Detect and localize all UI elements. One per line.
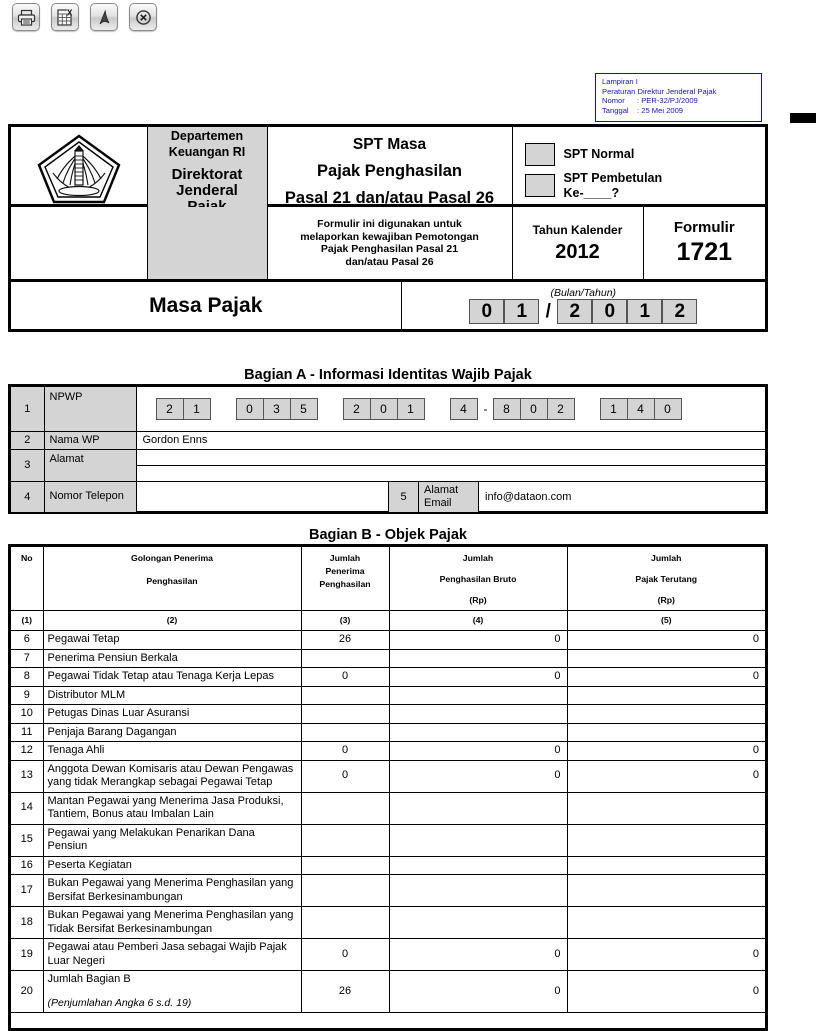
row-pajak-terutang[interactable]: 0	[567, 631, 765, 650]
form-title-cell	[267, 127, 512, 216]
row-jumlah-penerima[interactable]	[301, 723, 389, 742]
masa-tahun-digit-4[interactable]: 2	[662, 299, 697, 324]
masa-pajak-value-cell	[401, 282, 765, 329]
row-golongan: Distributor MLM	[43, 686, 301, 705]
masa-bulan-digit-1[interactable]: 0	[469, 299, 504, 324]
djp-logo-icon	[35, 133, 123, 205]
col-header-pajak-l3: (Rp)	[657, 595, 675, 605]
col-header-golongan-l2: Penghasilan	[146, 576, 198, 586]
npwp-digit[interactable]: 0	[236, 398, 264, 420]
spt-pembetulan-label: SPT Pembetulan	[563, 170, 663, 185]
row-no: 15	[11, 824, 43, 856]
row-pajak-terutang[interactable]: 0	[567, 939, 765, 971]
npwp-digit[interactable]: 2	[343, 398, 371, 420]
page-marker	[790, 113, 816, 123]
spt-type-cell	[512, 127, 765, 216]
form-title-line2: Pajak Penghasilan	[317, 162, 462, 181]
row-jumlah-penerima[interactable]	[301, 875, 389, 907]
row-pajak-terutang[interactable]: 0	[567, 971, 765, 1013]
masa-tahun-digit-1[interactable]: 2	[557, 299, 592, 324]
masa-separator: /	[545, 300, 551, 322]
table-row	[11, 824, 765, 856]
formulir-cell	[643, 207, 765, 279]
row-pajak-terutang[interactable]: 0	[567, 742, 765, 761]
row-golongan: Pegawai Tidak Tetap atau Tenaga Kerja Lepas	[43, 668, 301, 687]
excel-export-button[interactable]	[51, 3, 79, 31]
col-header-bruto-l2: Penghasilan Bruto	[439, 574, 517, 584]
bagian-a-title: Bagian A - Informasi Identitas Wajib Pajak	[244, 367, 532, 383]
row-pajak-terutang[interactable]	[567, 686, 765, 705]
row-golongan: Petugas Dinas Luar Asuransi	[43, 705, 301, 724]
col-num-4: (4)	[389, 611, 567, 631]
row-golongan-sub: (Penjumlahan Angka 6 s.d. 19)	[47, 996, 192, 1009]
row-pajak-terutang[interactable]	[567, 792, 765, 824]
row-penghasilan-bruto[interactable]: 0	[389, 939, 567, 971]
row-no: 19	[11, 939, 43, 971]
form-header-top	[8, 124, 768, 207]
row-penghasilan-bruto[interactable]: 0	[389, 668, 567, 687]
row-penghasilan-bruto[interactable]	[389, 686, 567, 705]
row-pajak-terutang[interactable]	[567, 856, 765, 875]
djp-logo-cell	[11, 127, 147, 216]
table-row	[11, 907, 765, 939]
note-line3: Pajak Penghasilan Pasal 21	[320, 243, 459, 255]
table-row	[11, 792, 765, 824]
col-num-3: (3)	[301, 611, 389, 631]
npwp-digit[interactable]: 5	[290, 398, 318, 420]
form-title-line1: SPT Masa	[352, 136, 427, 154]
department-cell	[147, 127, 267, 216]
row-no: 8	[11, 668, 43, 687]
masa-pajak-block	[8, 282, 768, 332]
row-penghasilan-bruto[interactable]	[389, 705, 567, 724]
row-pajak-terutang[interactable]: 0	[567, 668, 765, 687]
department-line4: Jenderal	[176, 182, 238, 199]
row-penghasilan-bruto[interactable]	[389, 792, 567, 824]
lampiran-line1: Lampiran I	[602, 77, 638, 86]
row-no: 7	[11, 649, 43, 668]
row-email-label: Alamat Email	[419, 482, 479, 512]
row-jumlah-penerima[interactable]	[301, 907, 389, 939]
note-line4: dan/atau Pasal 26	[345, 255, 434, 268]
npwp-group-1[interactable]	[157, 398, 211, 420]
bagian-b-header	[11, 547, 765, 631]
lampiran-tanggal-label: Tanggal	[602, 105, 629, 115]
col-header-bruto-l3: (Rp)	[469, 595, 487, 605]
form-header-bottom	[8, 207, 768, 282]
row-golongan: Pegawai Tetap	[43, 631, 301, 650]
npwp-digit[interactable]: 0	[654, 398, 682, 420]
row-no: 16	[11, 856, 43, 875]
table-row	[11, 760, 765, 792]
npwp-digit[interactable]: 1	[183, 398, 211, 420]
npwp-group-3[interactable]	[344, 398, 425, 420]
npwp-value-cell[interactable]	[136, 387, 765, 431]
row-jumlah-penerima[interactable]	[301, 792, 389, 824]
close-button[interactable]	[129, 3, 157, 31]
tahun-kalender-cell	[512, 207, 643, 279]
npwp-digit[interactable]: 0	[370, 398, 398, 420]
table-row	[11, 875, 765, 907]
row-no: 14	[11, 792, 43, 824]
row-nama-no: 2	[11, 431, 44, 449]
alamat-value-line1[interactable]	[136, 449, 765, 465]
row-jumlah-penerima[interactable]	[301, 705, 389, 724]
col-header-jml-l1: Jumlah	[329, 553, 361, 563]
row-jumlah-penerima[interactable]: 0	[301, 742, 389, 761]
npwp-digit[interactable]: 4	[627, 398, 655, 420]
form-usage-note	[267, 207, 512, 279]
svg-text:X: X	[66, 8, 72, 18]
row-golongan: Penjaja Barang Dagangan	[43, 723, 301, 742]
email-value[interactable]: info@dataon.com	[485, 490, 572, 503]
row-no: 12	[11, 742, 43, 761]
tahun-kalender-value: 2012	[555, 240, 600, 263]
col-header-golongan	[43, 547, 301, 611]
toolbar	[12, 3, 157, 31]
table-row	[11, 971, 765, 1013]
col-header-jumlah-penerima	[301, 547, 389, 611]
bagian-b-table	[8, 544, 768, 1031]
row-no: 10	[11, 705, 43, 724]
col-num-1: (1)	[11, 611, 43, 631]
row-alamat-label: Alamat	[44, 449, 136, 481]
bulan-tahun-note: (Bulan/Tahun)	[550, 287, 617, 299]
row-no: 17	[11, 875, 43, 907]
npwp-group-6[interactable]	[601, 398, 682, 420]
note-line2: melaporkan kewajiban Pemotongan	[300, 230, 479, 243]
bagian-b-rows	[11, 631, 765, 1013]
col-header-jml-l2: Penerima	[325, 566, 365, 576]
row-golongan: Bukan Pegawai yang Menerima Penghasilan yang Bersifat Berkesinambungan	[43, 875, 301, 907]
row-jumlah-penerima[interactable]	[301, 824, 389, 856]
col-header-golongan-l1: Golongan Penerima	[130, 553, 214, 563]
bagian-b-title: Bagian B - Objek Pajak	[309, 527, 467, 543]
row-no: 20	[11, 971, 43, 1013]
print-button[interactable]	[12, 3, 40, 31]
spt-pembetulan-row[interactable]	[525, 171, 766, 201]
spt-normal-label: SPT Normal	[563, 146, 635, 161]
col-header-bruto	[389, 547, 567, 611]
row-no: 18	[11, 907, 43, 939]
row-penghasilan-bruto[interactable]: 0	[389, 971, 567, 1013]
masa-pajak-digits[interactable]	[403, 299, 765, 324]
row-golongan: Penerima Pensiun Berkala	[43, 649, 301, 668]
row-pajak-terutang[interactable]	[567, 649, 765, 668]
table-row	[11, 723, 765, 742]
col-header-pajak-l2: Pajak Terutang	[635, 574, 698, 584]
npwp-group-4[interactable]	[451, 398, 478, 420]
lampiran-line2: Peraturan Direktur Jenderal Pajak	[602, 86, 717, 96]
telepon-value[interactable]	[137, 482, 389, 512]
column-number-row	[11, 611, 765, 631]
col-num-5: (5)	[567, 611, 765, 631]
alamat-value-line2[interactable]	[136, 465, 765, 481]
row-pajak-terutang[interactable]	[567, 907, 765, 939]
row-no: 9	[11, 686, 43, 705]
npwp-digit[interactable]: 1	[397, 398, 425, 420]
department-line2: Keuangan RI	[168, 145, 246, 159]
col-num-2: (2)	[43, 611, 301, 631]
masa-tahun-digit-3[interactable]: 1	[627, 299, 662, 324]
masa-tahun-digit-2[interactable]: 0	[592, 299, 627, 324]
telepon-email-cell	[136, 481, 765, 512]
col-header-pajak-l1: Jumlah	[651, 553, 682, 563]
row-golongan: Bukan Pegawai yang Menerima Penghasilan yang Tidak Bersifat Berkesinambungan	[43, 907, 301, 939]
table-row	[11, 686, 765, 705]
row-no: 13	[11, 760, 43, 792]
row-pajak-terutang[interactable]	[567, 723, 765, 742]
row-penghasilan-bruto[interactable]: 0	[389, 631, 567, 650]
row-jumlah-penerima[interactable]: 26	[301, 971, 389, 1013]
row-golongan: Tenaga Ahli	[43, 742, 301, 761]
formulir-label: Formulir	[673, 219, 735, 236]
row-no: 11	[11, 723, 43, 742]
row-penghasilan-bruto[interactable]	[389, 824, 567, 856]
masa-pajak-label: Masa Pajak	[11, 282, 401, 329]
table-row	[11, 631, 765, 650]
nama-wp-value[interactable]: Gordon Enns	[136, 431, 765, 449]
row-golongan: Pegawai yang Melakukan Penarikan Dana Pensiun	[43, 824, 301, 856]
row-golongan: Mantan Pegawai yang Menerima Jasa Produksi, Tantiem, Bonus atau Imbalan Lain	[43, 792, 301, 824]
col-header-bruto-l1: Jumlah	[462, 553, 494, 563]
npwp-digit[interactable]: 4	[450, 398, 478, 420]
lampiran-nomor-value: : PER-32/PJ/2009	[637, 96, 698, 106]
row-golongan: Pegawai atau Pemberi Jasa sebagai Wajib Pajak Luar Negeri	[43, 939, 301, 971]
npwp-digit[interactable]: 2	[156, 398, 184, 420]
col-header-no: No	[11, 547, 43, 611]
row-npwp-no: 1	[11, 387, 44, 431]
spt-normal-checkbox[interactable]	[525, 143, 555, 166]
row-jumlah-penerima[interactable]	[301, 649, 389, 668]
row-telepon-label: Nomor Telepon	[44, 481, 136, 512]
row-golongan: Jumlah Bagian B (Penjumlahan Angka 6 s.d. 19)	[43, 971, 301, 1013]
row-email-no: 5	[389, 482, 419, 512]
formulir-value: 1721	[676, 238, 733, 266]
spt-pembetulan-ke: Ke-____?	[563, 185, 620, 200]
masa-bulan-digit-2[interactable]: 1	[504, 299, 539, 324]
row-jumlah-penerima[interactable]: 0	[301, 760, 389, 792]
table-row	[11, 705, 765, 724]
row-jumlah-penerima[interactable]	[301, 686, 389, 705]
npwp-digit[interactable]: 0	[520, 398, 548, 420]
table-row	[11, 856, 765, 875]
lampiran-tanggal-value: : 25 Mei 2009	[637, 105, 684, 115]
row-penghasilan-bruto[interactable]	[389, 875, 567, 907]
pdf-export-button[interactable]	[90, 3, 118, 31]
npwp-group-5[interactable]	[494, 398, 575, 420]
department-line1: Departemen	[170, 129, 244, 143]
tahun-kalender-label: Tahun Kalender	[532, 222, 623, 237]
department-line3: Direktorat	[171, 166, 243, 183]
table-row	[11, 668, 765, 687]
note-line1: Formulir ini digunakan untuk	[317, 218, 462, 230]
lampiran-tanggal	[602, 106, 761, 116]
row-penghasilan-bruto[interactable]	[389, 723, 567, 742]
row-nama-label: Nama WP	[44, 431, 136, 449]
col-header-jml-l3: Penghasilan	[319, 579, 371, 589]
row-pajak-terutang[interactable]	[567, 705, 765, 724]
col-header-pajak	[567, 547, 765, 611]
row-penghasilan-bruto[interactable]: 0	[389, 760, 567, 792]
lampiran-nomor	[602, 96, 761, 106]
row-golongan: Anggota Dewan Komisaris atau Dewan Pengawas yang tidak Merangkap sebagai Pegawai Tetap	[43, 760, 301, 792]
row-jumlah-penerima[interactable]: 26	[301, 631, 389, 650]
row-penghasilan-bruto[interactable]	[389, 649, 567, 668]
table-row	[11, 742, 765, 761]
row-no: 6	[11, 631, 43, 650]
npwp-group-2[interactable]	[237, 398, 318, 420]
row-golongan: Peserta Kegiatan	[43, 856, 301, 875]
spt-normal-row[interactable]	[525, 143, 766, 166]
lampiran-reference-box	[595, 73, 762, 122]
row-jumlah-penerima[interactable]: 0	[301, 939, 389, 971]
logo-spacer	[11, 207, 147, 279]
row-pajak-terutang[interactable]	[567, 875, 765, 907]
table-row	[11, 649, 765, 668]
npwp-digit[interactable]: 3	[263, 398, 291, 420]
npwp-digit[interactable]: 1	[600, 398, 628, 420]
row-penghasilan-bruto[interactable]	[389, 907, 567, 939]
npwp-digit[interactable]: 2	[547, 398, 575, 420]
department-spacer	[147, 207, 267, 279]
npwp-digit[interactable]: 8	[493, 398, 521, 420]
npwp-dash: -	[483, 401, 488, 416]
row-jumlah-penerima[interactable]	[301, 856, 389, 875]
row-npwp-label: NPWP	[44, 387, 136, 431]
row-penghasilan-bruto[interactable]	[389, 856, 567, 875]
row-pajak-terutang[interactable]: 0	[567, 760, 765, 792]
form-title-line3: Pasal 21 dan/atau Pasal 26	[284, 189, 495, 208]
row-telepon-no: 4	[11, 481, 44, 512]
lampiran-nomor-label: Nomor	[602, 96, 625, 106]
bagian-a-table	[8, 384, 768, 514]
row-alamat-no: 3	[11, 449, 44, 481]
spt-pembetulan-checkbox[interactable]	[525, 174, 555, 197]
row-pajak-terutang[interactable]	[567, 824, 765, 856]
table-row	[11, 939, 765, 971]
row-jumlah-penerima[interactable]: 0	[301, 668, 389, 687]
row-penghasilan-bruto[interactable]: 0	[389, 742, 567, 761]
